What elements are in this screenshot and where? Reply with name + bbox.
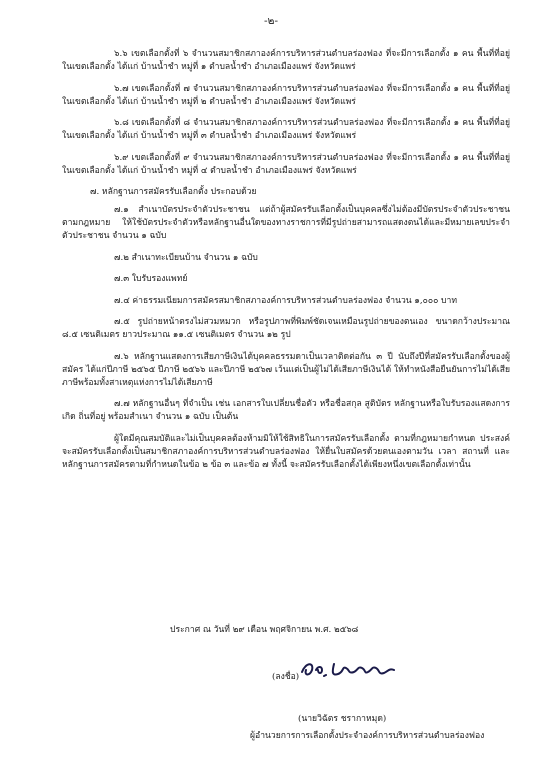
announcement-date: ประกาศ ณ วันที่ ๒๙ เดือน พฤศจิกายน พ.ศ. ๒๕๖๘ <box>170 625 359 635</box>
signer-name: (นายวิฉัตร ชรากาหมุด) <box>298 714 387 724</box>
section-7-item-5: ๗.๕ รูปถ่ายหน้าตรงไม่สวมหมวก หรือรูปภาพที่พิมพ์ชัดเจนเหมือนรูปถ่ายของตนเอง ขนาดกว้างประมาณ ๘.๕ เซนติเมตร ยาวประมาณ ๑๑.๕ เซนติเมตร จำนวน ๑๒ รูป <box>62 317 510 340</box>
signer-title: ผู้อำนวยการการเลือกตั้งประจำองค์การบริหารส่วนตำบลร่องฟอง <box>250 731 485 741</box>
section-7-item-6: ๗.๖ หลักฐานแสดงการเสียภาษีเงินได้บุคคลธรรมดาเป็นเวลาติดต่อกัน ๓ ปี นับถึงปีที่สมัครรับเลือกตั้งของผู้สมัคร ได้แก่ปีภาษี ๒๕๖๕ ปีภาษี ๒๕๖๖ และปีภาษี ๒๕๖๗ เว้นแต่เป็นผู้ไม่ได้เสียภาษีเงินได้ ให้ทำหนังสือยืนยันการไม่ได้เสียภาษีพร้อมทั้งสาเหตุแห่งการไม่ได้เสียภาษี <box>62 351 510 388</box>
sign-label: (ลงชื่อ) <box>272 672 300 682</box>
section-7-item-1: ๗.๑ สำเนาบัตรประจำตัวประชาชน แต่ถ้าผู้สมัครรับเลือกตั้งเป็นบุคคลซึ่งไม่ต้องมีบัตรประจำตัวประชาชนตามกฎหมาย ให้ใช้บัตรประจำตัวหรือหลักฐานอื่นใดของทางราชการที่มีรูปถ่ายสามารถแสดงตนได้และมีหมายเลขประจำตัวประชาชน จำนวน ๑ ฉบับ <box>62 205 510 241</box>
handwritten-signature <box>298 656 398 682</box>
page-number: -๒- <box>263 15 279 27</box>
section-7-item-7: ๗.๗ หลักฐานอื่นๆ ที่จำเป็น เช่น เอกสารใบเปลี่ยนชื่อตัว หรือชื่อสกุล สูติบัตร หลักฐานหรือใบรับรองแสดงการเกิด ถิ่นที่อยู่ พร้อมสำเนา จำนวน ๑ ฉบับ เป็นต้น <box>62 399 510 422</box>
section-7-item-4: ๗.๔ ค่าธรรมเนียมการสมัครสมาชิกสภาองค์การบริหารส่วนตำบลร่องฟอง จำนวน ๑,๐๐๐ บาท <box>114 295 457 306</box>
section-7-heading: ๗. หลักฐานการสมัครรับเลือกตั้ง ประกอบด้วย <box>90 187 257 197</box>
paragraph-6-8: ๖.๘ เขตเลือกตั้งที่ ๘ จำนวนสมาชิกสภาองค์การบริหารส่วนตำบลร่องฟอง ที่จะมีการเลือกตั้ง ๑ คน พื้นที่ที่อยู่ในเขตเลือกตั้ง ได้แก่ บ้านน้ำชำ หมู่ที่ ๓ ตำบลน้ำชำ อำเภอเมืองแพร่ จังหวัดแพร่ <box>62 118 510 141</box>
paragraph-6-6: ๖.๖ เขตเลือกตั้งที่ ๖ จำนวนสมาชิกสภาองค์การบริหารส่วนตำบลร่องฟอง ที่จะมีการเลือกตั้ง ๑ คน พื้นที่ที่อยู่ในเขตเลือกตั้ง ได้แก่ บ้านน้ำชำ หมู่ที่ ๑ ตำบลน้ำชำ อำเภอเมืองแพร่ จังหวัดแพร่ <box>62 49 510 72</box>
paragraph-6-7: ๖.๗ เขตเลือกตั้งที่ ๗ จำนวนสมาชิกสภาองค์การบริหารส่วนตำบลร่องฟอง ที่จะมีการเลือกตั้ง ๑ คน พื้นที่ที่อยู่ในเขตเลือกตั้ง ได้แก่ บ้านน้ำชำ หมู่ที่ ๒ ตำบลน้ำชำ อำเภอเมืองแพร่ จังหวัดแพร่ <box>62 83 510 107</box>
section-7-item-2: ๗.๒ สำเนาทะเบียนบ้าน จำนวน ๑ ฉบับ <box>114 252 258 263</box>
paragraph-6-9: ๖.๙ เขตเลือกตั้งที่ ๙ จำนวนสมาชิกสภาองค์การบริหารส่วนตำบลร่องฟอง ที่จะมีการเลือกตั้ง ๑ คน พื้นที่ที่อยู่ในเขตเลือกตั้ง ได้แก่ บ้านน้ำชำ หมู่ที่ ๔ ตำบลน้ำชำ อำเภอเมืองแพร่ จังหวัดแพร่ <box>62 152 510 176</box>
document-body <box>62 48 510 480</box>
section-7-item-3: ๗.๓ ใบรับรองแพทย์ <box>114 274 188 284</box>
closing-paragraph: ผู้ใดมีคุณสมบัติและไม่เป็นบุคคลต้องห้ามมิให้ใช้สิทธิในการสมัครรับเลือกตั้ง ตามที่กฎหมายกำหนด ประสงค์จะสมัครรับเลือกตั้งเป็นสมาชิกสภาองค์การบริหารส่วนตำบลร่องฟอง ให้ยื่นใบสมัครด้วยตนเองตามวัน เวลา สถานที่ และหลักฐานการสมัครตามที่กำหนดในข้อ ๒ ข้อ ๓ และข้อ ๗ ทั้งนี้ จะสมัครรับเลือกตั้งได้เพียงหนึ่งเขตเลือกตั้งเท่านั้น <box>62 433 510 470</box>
